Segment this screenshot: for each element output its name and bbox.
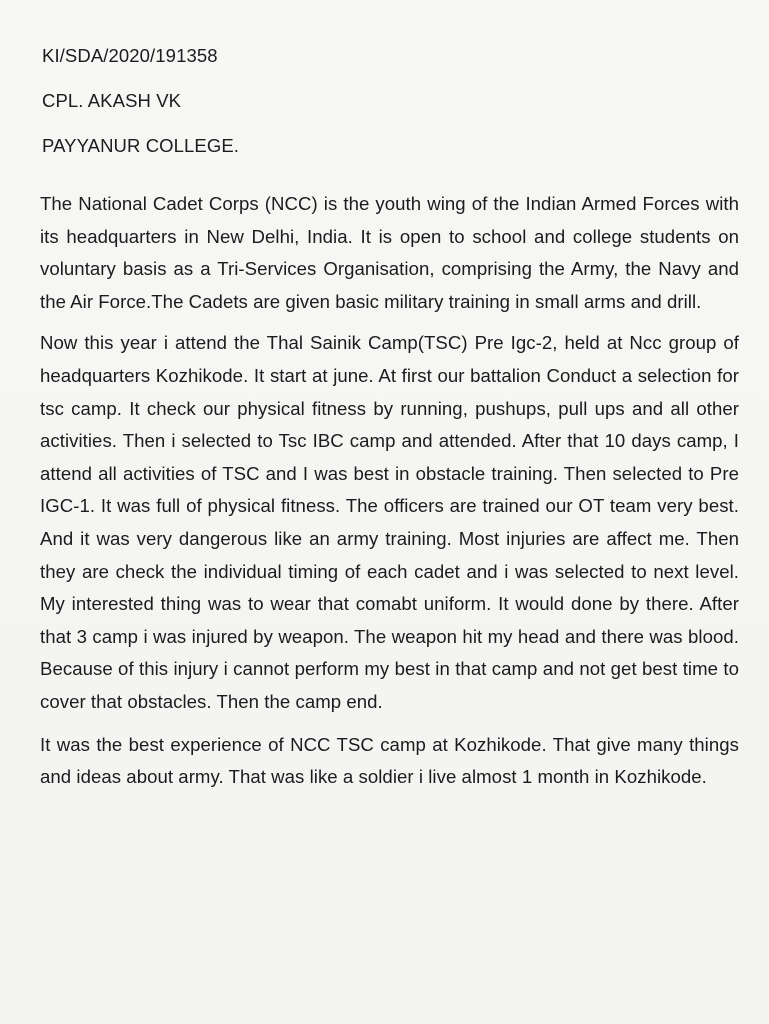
header-block xyxy=(40,44,739,158)
reference-number: KI/SDA/2020/191358 xyxy=(42,45,218,66)
paragraph-conclusion: It was the best experience of NCC TSC camp at Kozhikode. That give many things and ideas about army. That was like a soldier i live almost 1 month in Kozhikode. xyxy=(40,733,739,788)
college-name: PAYYANUR COLLEGE. xyxy=(42,135,240,156)
cadet-name: CPL. AKASH VK xyxy=(42,90,182,111)
paragraph-ncc-intro: The National Cadet Corps (NCC) is the youth wing of the Indian Armed Forces with its headquarters in New Delhi, India. It is open to school and college students on voluntary basis as a Tri-Services Organisation, comprising the Army, the Navy and the Air Force.The Cadets are given basic military training in small arms and drill. xyxy=(40,193,739,312)
paragraph-tsc-camp: Now this year i attend the Thal Sainik Camp(TSC) Pre Igc-2, held at Ncc group of headquarters Kozhikode. It start at june. At first our battalion Conduct a selection for tsc camp. It check our physical fitness by running, pushups, pull ups and all other activities. Then i selected to Tsc IBC camp and attended. After that 10 days camp, I attend all activities of TSC and I was best in obstacle training. Then selected to Pre IGC-1. It was full of physical fitness. The officers are trained our OT team very best. And it was very dangerous like an army training. Most injuries are affect me. Then they are check the individual timing of each cadet and i was selected to next level. My interested thing was to wear that comabt uniform. It would done by there. After that 3 camp i was injured by weapon. The weapon hit my head and there was blood. Because of this injury i cannot perform my best in that camp and not get best time to cover that obstacles. Then the camp end. xyxy=(40,332,739,712)
